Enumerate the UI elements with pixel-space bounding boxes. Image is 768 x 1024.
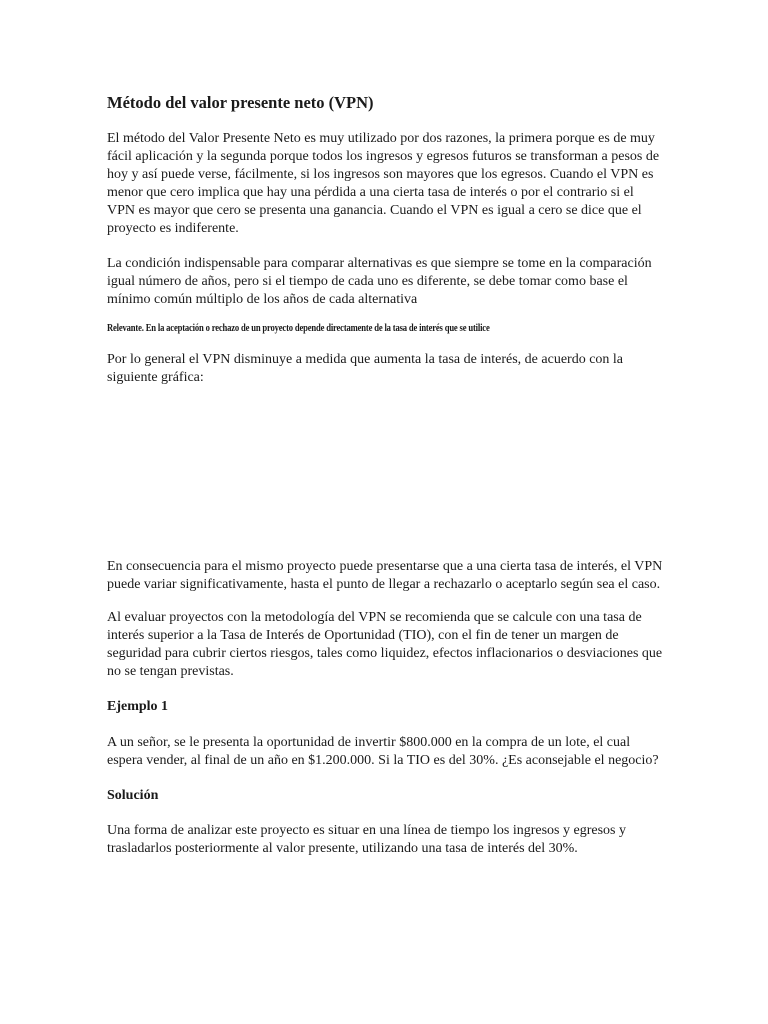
solucion-text: Una forma de analizar este proyecto es situar en una línea de tiempo los ingresos y egresos y trasladarlos posteriormente al valor presente, utilizando una tasa de interés del 30%. [107,823,626,856]
paragraph-grafica: Por lo general el VPN disminuye a medida que aumenta la tasa de interés, de acuerdo con la siguiente gráfica: [107,352,624,385]
paragraph-evaluar: Al evaluar proyectos con la metodología del VPN se recomienda que se calcule con una tasa de interés superior a la Tasa de Interés de Oportunidad (TIO), con el fin de tener un margen de seguridad para cubrir ciertos riesgos, tales como liquidez, efectos inflacionarios o desviaciones que no se tengan previstas. [107,610,663,679]
page-title: Método del valor presente neto (VPN) [107,93,374,112]
paragraph-consecuencia: En consecuencia para el mismo proyecto puede presentarse que a una cierta tasa de interés, el VPN puede variar significativamente, hasta el punto de llegar a rechazarlo o aceptarlo según sea el caso. [107,559,663,592]
relevante-note: Relevante. En la aceptación o rechazo de un proyecto depende directamente de la tasa de interés que se utilice [107,323,490,334]
ejemplo-text: A un señor, se le presenta la oportunidad de invertir $800.000 en la compra de un lote, el cual espera vender, al final de un año en $1.200.000. Si la TIO es del 30%. ¿Es aconsejable el negocio? [107,735,659,768]
document-body [107,94,663,874]
paragraph-condicion: La condición indispensable para comparar alternativas es que siempre se tome en la comparación igual número de años, pero si el tiempo de cada uno es diferente, se debe tomar como base el mínimo común múltiplo de los años de cada alternativa [107,256,652,307]
solucion-heading: Solución [107,788,159,803]
chart-placeholder [107,387,663,558]
ejemplo-heading: Ejemplo 1 [107,699,169,714]
paragraph-intro: El método del Valor Presente Neto es muy utilizado por dos razones, la primera porque es de muy fácil aplicación y la segunda porque todos los ingresos y egresos futuros se transforman a pesos de hoy y así puede verse, fácilmente, si los ingresos son mayores que los egresos. Cuando el VPN es menor que cero implica que hay una pérdida a una cierta tasa de interés o por el contrario si el VPN es mayor que cero se presenta una ganancia. Cuando el VPN es igual a cero se dice que el proyecto es indiferente. [107,131,660,236]
